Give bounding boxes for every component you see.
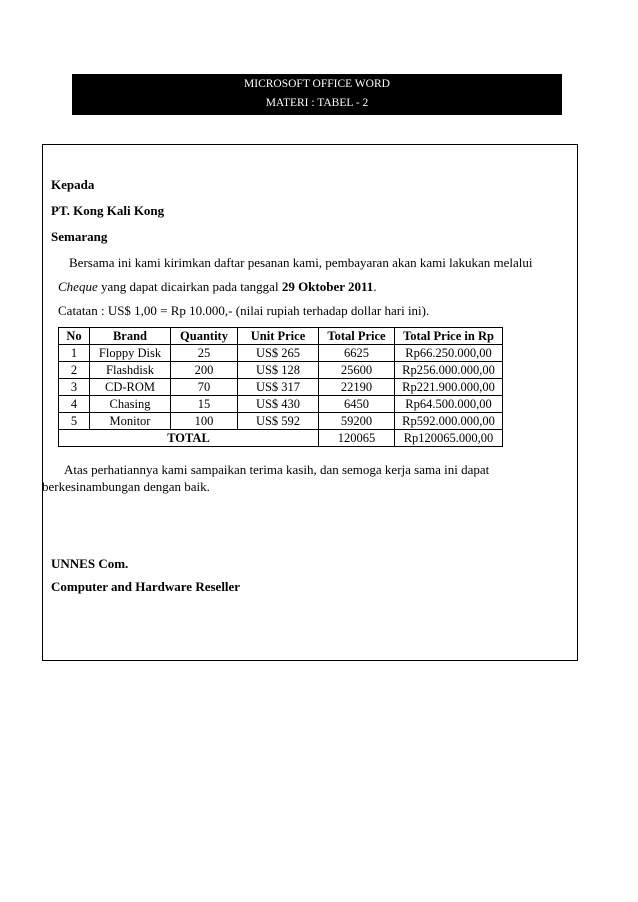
cell-quantity: 70 — [171, 379, 238, 396]
cell-unit-price: US$ 430 — [238, 396, 319, 413]
closing-paragraph-line-2: berkesinambungan dengan baik. — [42, 479, 210, 494]
cell-total-price: 6450 — [319, 396, 395, 413]
table-header-row — [59, 328, 503, 345]
cell-no: 5 — [59, 413, 90, 430]
cell-brand: Floppy Disk — [90, 345, 171, 362]
order-table — [58, 327, 503, 447]
cell-total-price-rp: Rp64.500.000,00 — [395, 396, 503, 413]
table-row — [59, 413, 503, 430]
cell-total-price-rp: Rp256.000.000,00 — [395, 362, 503, 379]
total-label: TOTAL — [59, 430, 319, 447]
cell-brand: Monitor — [90, 413, 171, 430]
cell-no: 3 — [59, 379, 90, 396]
title-line-2: MATERI : TABEL - 2 — [265, 97, 369, 109]
sender-description: Computer and Hardware Reseller — [51, 579, 241, 594]
sender-name: UNNES Com. — [51, 556, 129, 571]
cheque-word: Cheque — [58, 279, 98, 294]
title-line-1: MICROSOFT OFFICE WORD — [244, 78, 390, 90]
col-header-no: No — [59, 328, 90, 345]
cell-quantity: 200 — [171, 362, 238, 379]
document-title-bar — [72, 74, 562, 115]
cell-quantity: 25 — [171, 345, 238, 362]
intro-mid-text: yang dapat dicairkan pada tanggal — [97, 279, 282, 294]
cell-unit-price: US$ 592 — [238, 413, 319, 430]
total-price-rp: Rp120065.000,00 — [395, 430, 503, 447]
table-total-row — [59, 430, 503, 447]
cell-total-price-rp: Rp66.250.000,00 — [395, 345, 503, 362]
cell-brand: Flashdisk — [90, 362, 171, 379]
col-header-brand: Brand — [90, 328, 171, 345]
col-header-unit-price: Unit Price — [238, 328, 319, 345]
recipient-label: Kepada — [51, 177, 95, 192]
cell-total-price: 6625 — [319, 345, 395, 362]
total-price: 120065 — [319, 430, 395, 447]
cell-quantity: 15 — [171, 396, 238, 413]
cell-total-price: 25600 — [319, 362, 395, 379]
table-row — [59, 379, 503, 396]
intro-paragraph-line-2 — [58, 279, 377, 295]
col-header-total-price-rp: Total Price in Rp — [395, 328, 503, 345]
table-row — [59, 362, 503, 379]
cell-total-price-rp: Rp592.000.000,00 — [395, 413, 503, 430]
col-header-total-price: Total Price — [319, 328, 395, 345]
closing-paragraph-line-1: Atas perhatiannya kami sampaikan terima kasih, dan semoga kerja sama ini dapat — [64, 462, 490, 477]
cell-no: 1 — [59, 345, 90, 362]
recipient-company: PT. Kong Kali Kong — [51, 203, 165, 218]
cell-unit-price: US$ 265 — [238, 345, 319, 362]
cell-unit-price: US$ 317 — [238, 379, 319, 396]
recipient-city: Semarang — [51, 229, 108, 244]
cell-no: 4 — [59, 396, 90, 413]
payment-date: 29 Oktober 2011 — [281, 279, 374, 294]
cell-unit-price: US$ 128 — [238, 362, 319, 379]
col-header-quantity: Quantity — [171, 328, 238, 345]
cell-no: 2 — [59, 362, 90, 379]
intro-end: . — [373, 279, 377, 294]
cell-total-price: 22190 — [319, 379, 395, 396]
cell-total-price-rp: Rp221.900.000,00 — [395, 379, 503, 396]
table-row — [59, 396, 503, 413]
exchange-rate-note: Catatan : US$ 1,00 = Rp 10.000,- (nilai rupiah terhadap dollar hari ini). — [58, 303, 430, 318]
cell-brand: CD-ROM — [90, 379, 171, 396]
cell-total-price: 59200 — [319, 413, 395, 430]
table-row — [59, 345, 503, 362]
cell-brand: Chasing — [90, 396, 171, 413]
cell-quantity: 100 — [171, 413, 238, 430]
intro-paragraph-line-1: Bersama ini kami kirimkan daftar pesanan kami, pembayaran akan kami lakukan melalui — [69, 255, 533, 270]
